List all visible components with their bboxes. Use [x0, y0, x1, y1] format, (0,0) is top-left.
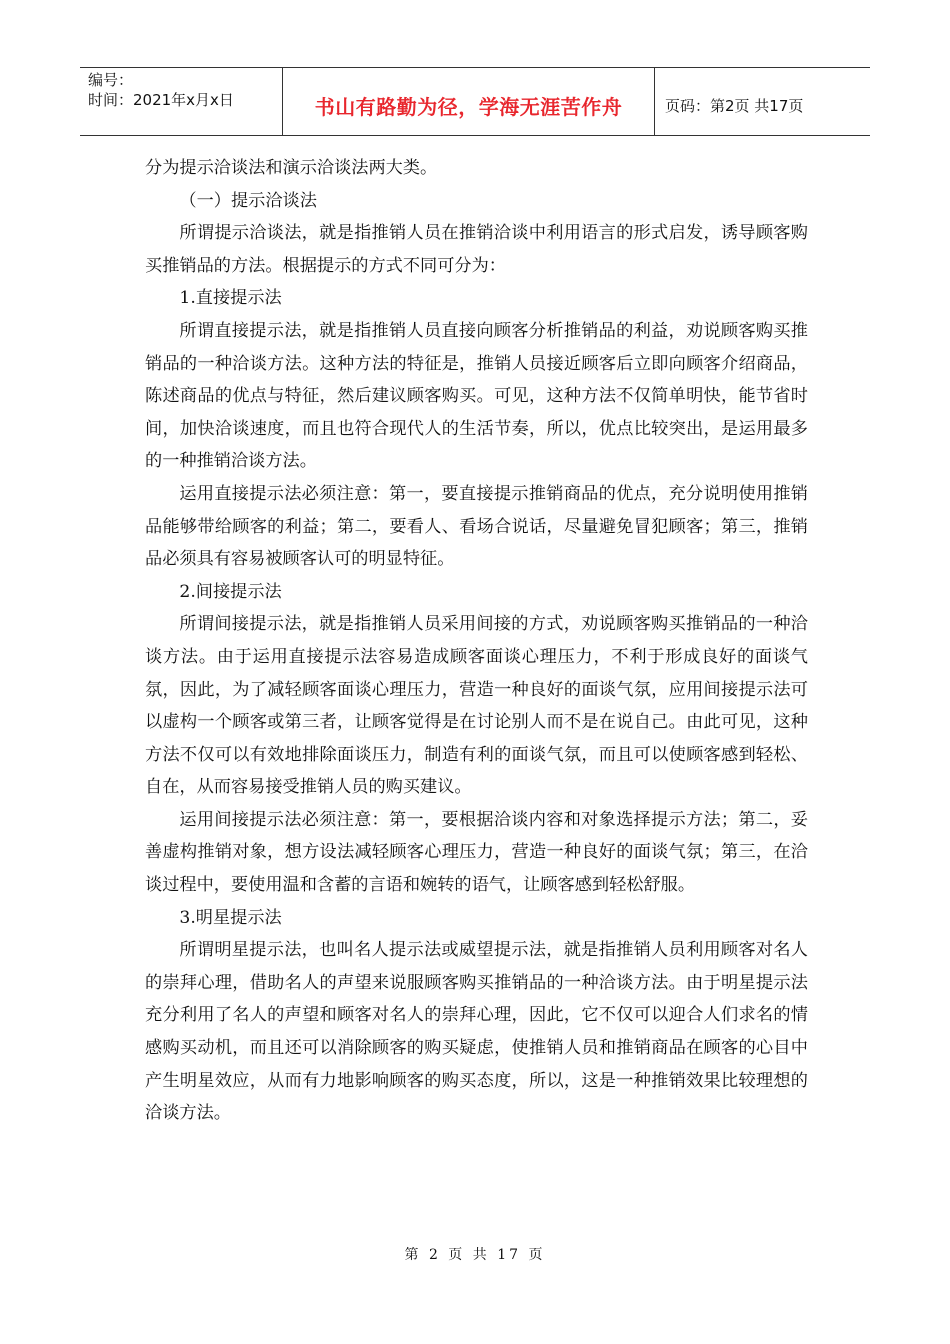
- document-number-label: 编号：: [88, 71, 134, 89]
- subheading-star-tip: 3.明星提示法: [179, 907, 282, 928]
- paragraph: 所谓明星提示法，也叫名人提示法或威望提示法，就是指推销人员利用顾客对名人的崇拜心理，借助名人的声望来说服顾客购买推销品的一种洽谈方法。由于明星提示法充分利用了名人的声望和顾客对名人的崇拜心理，因此，它不仅可以迎合人们求名的情感购买动机，而且还可以消除顾客的购买疑虑，使推销人员和推销商品在顾客的心目中产生明星效应，从而有力地影响顾客的购买态度，所以，这是一种推销效果比较理想的洽谈方法。: [145, 940, 808, 1124]
- section-heading-tip-method: （一）提示洽谈法: [179, 190, 317, 211]
- page-footer: 第 2 页 共 17 页: [404, 1247, 546, 1263]
- page-header: [80, 67, 870, 136]
- paragraph: 运用间接提示法必须注意：第一，要根据洽谈内容和对象选择提示方法；第二，妥善虚构推销对象，想方设法减轻顾客心理压力，营造一种良好的面谈气氛；第三，在洽谈过程中，要使用温和含蓄的言语和婉转的语气，让顾客感到轻松舒服。: [145, 809, 808, 896]
- document-date-label: 时间：2021年x月x日: [88, 91, 234, 109]
- header-motto: 书山有路勤为径，学海无涯苦作舟: [283, 68, 655, 135]
- subheading-direct-tip: 1.直接提示法: [179, 288, 282, 309]
- header-meta: [80, 68, 283, 135]
- paragraph: 所谓间接提示法，就是指推销人员采用间接的方式，劝说顾客购买推销品的一种洽谈方法。由于运用直接提示法容易造成顾客面谈心理压力，不利于形成良好的面谈气氛，因此，为了减轻顾客面谈心理压力，营造一种良好的面谈气氛，应用间接提示法可以虚构一个顾客或第三者，让顾客觉得是在讨论别人而不是在说自己。由此可见，这种方法不仅可以有效地排除面谈压力，制造有利的面谈气氛，而且可以使顾客感到轻松、自在，从而容易接受推销人员的购买建议。: [145, 614, 808, 798]
- paragraph: 所谓提示洽谈法，就是指推销人员在推销洽谈中利用语言的形式启发，诱导顾客购买推销品的方法。根据提示的方式不同可分为：: [145, 223, 808, 276]
- paragraph: 运用直接提示法必须注意：第一，要直接提示推销商品的优点，充分说明使用推销品能够带给顾客的利益；第二，要看人、看场合说话，尽量避免冒犯顾客；第三，推销品必须具有容易被顾客认可的明显特征。: [145, 483, 808, 570]
- header-page-number: 页码：第2页 共17页: [665, 97, 804, 115]
- paragraph: 所谓直接提示法，就是指推销人员直接向顾客分析推销品的利益，劝说顾客购买推销品的一种洽谈方法。这种方法的特征是，推销人员接近顾客后立即向顾客介绍商品，陈述商品的优点与特征，然后建议顾客购买。可见，这种方法不仅简单明快，能节省时间，加快洽谈速度，而且也符合现代人的生活节奏，所以，优点比较突出，是运用最多的一种推销洽谈方法。: [145, 320, 808, 472]
- paragraph-continuation: 分为提示洽谈法和演示洽谈法两大类。: [145, 158, 438, 178]
- document-body: [145, 152, 808, 1130]
- subheading-indirect-tip: 2.间接提示法: [179, 581, 282, 602]
